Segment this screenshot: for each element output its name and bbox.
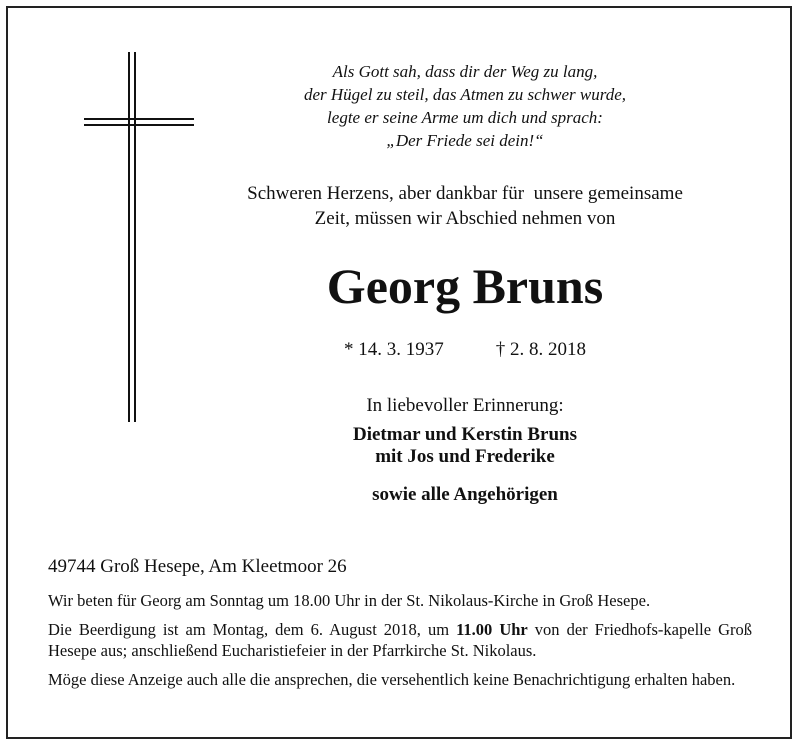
relatives-line: sowie alle Angehörigen <box>372 484 558 505</box>
poem-line: „Der Friede sei dein!“ <box>386 131 544 150</box>
cross-icon <box>84 52 194 422</box>
funeral-text-cont: von der Friedhofs-kapelle Groß Hesepe aus; anschließend Eucharistiefeier in der Pfarrkirche St. Nikolaus. <box>48 620 753 660</box>
funeral-text: Die Beerdigung ist am Montag, dem 6. August 2018, um <box>48 620 457 639</box>
address: 49744 Groß Hesepe, Am Kleetmoor 26 <box>48 556 347 577</box>
funeral-note <box>48 619 752 661</box>
deceased-name: Georg Bruns <box>326 258 604 314</box>
life-dates <box>200 337 730 362</box>
intro-line: Schweren Herzens, aber dankbar für unsere gemeinsame <box>247 183 683 204</box>
funeral-time: 11.00 Uhr <box>456 620 528 639</box>
poem-line: Als Gott sah, dass dir der Weg zu lang, <box>332 62 598 81</box>
family-line: mit Jos und Frederike <box>375 446 555 467</box>
poem <box>200 60 730 152</box>
family-names <box>200 424 730 468</box>
prayer-note: Wir beten für Georg am Sonntag um 18.00 Uhr in der St. Nikolaus-Kirche in Groß Hesepe. <box>48 591 651 610</box>
intro-text <box>200 181 730 231</box>
birth-date: * 14. 3. 1937 <box>344 339 444 360</box>
family-line: Dietmar und Kerstin Bruns <box>353 424 577 445</box>
poem-line: legte er seine Arme um dich und sprach: <box>327 108 603 127</box>
death-date: † 2. 8. 2018 <box>495 339 586 360</box>
closing-note: Möge diese Anzeige auch alle die ansprechen, die versehentlich keine Benachrichtigung erhalten haben. <box>48 670 736 689</box>
memory-line: In liebevoller Erinnerung: <box>366 395 564 416</box>
poem-line: der Hügel zu steil, das Atmen zu schwer wurde, <box>303 85 627 104</box>
intro-line: Zeit, müssen wir Abschied nehmen von <box>314 208 616 229</box>
